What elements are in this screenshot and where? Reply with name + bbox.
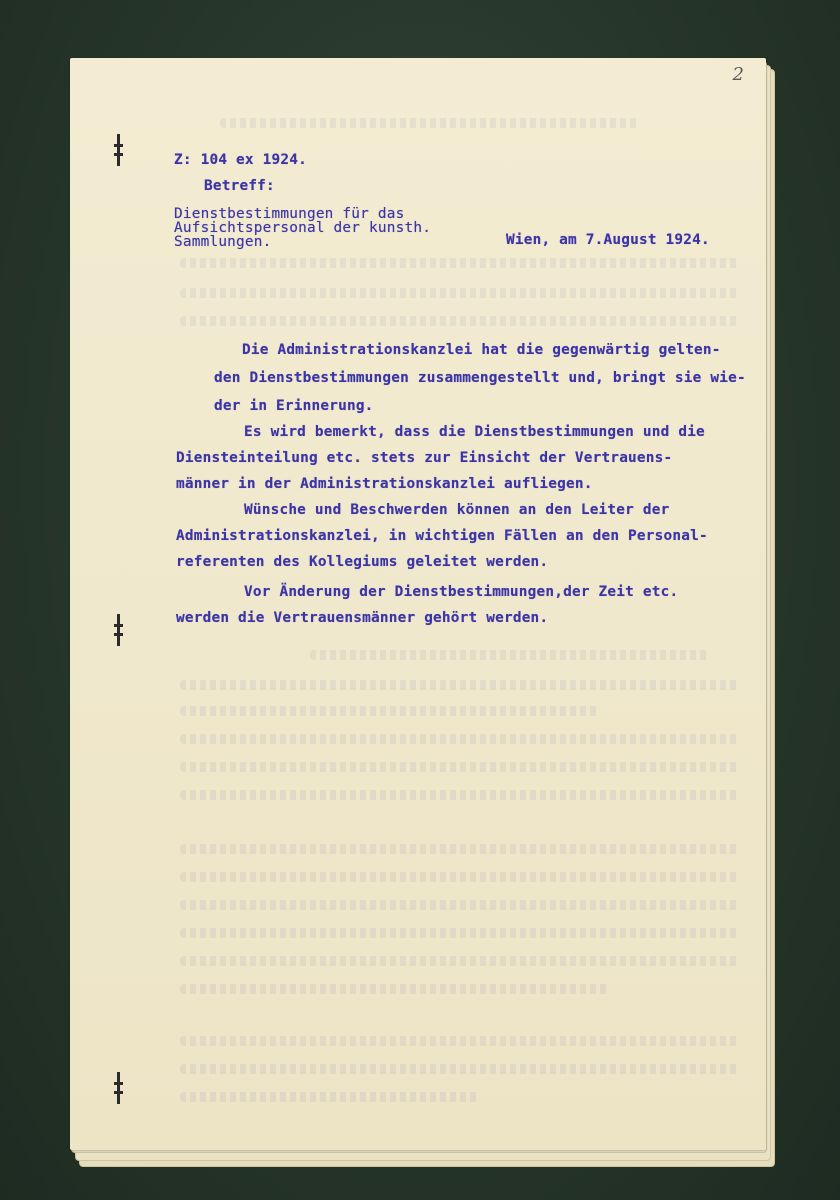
bleed-through-text [180,872,740,882]
subject-line: Sammlungen. [174,234,272,250]
subject-line: Aufsichtspersonal der kunsth. [174,220,432,236]
subject-label: Betreff: [204,178,275,194]
body-line: Es wird bemerkt, dass die Dienstbestimmungen und die [244,424,705,440]
subject-line: Dienstbestimmungen für das [174,206,405,222]
body-line: Diensteinteilung etc. stets zur Einsicht der Vertrauens- [176,450,673,466]
body-line: Vor Änderung der Dienstbestimmungen,der Zeit etc. [244,584,679,600]
body-line: Die Administrationskanzlei hat die gegenwärtig gelten- [242,342,721,358]
punch-mark-top-icon [117,134,120,166]
bleed-through-text [180,706,600,716]
reference-number: Z: 104 ex 1924. [174,152,307,168]
bleed-through-text [180,790,740,800]
body-line: männer in der Administrationskanzlei aufliegen. [176,476,593,492]
bleed-through-text [180,316,740,326]
bleed-through-text [180,844,740,854]
bleed-through-text [180,680,740,690]
bleed-through-text [180,956,740,966]
bleed-through-text [180,1064,740,1074]
body-line: der in Erinnerung. [214,398,374,414]
bleed-through-text [220,118,640,128]
page-number: 2 [732,64,744,85]
bleed-through-text [180,1092,480,1102]
bleed-through-text [180,984,610,994]
punch-mark-middle-icon [117,614,120,646]
bleed-through-text [180,288,740,298]
body-line: Wünsche und Beschwerden können an den Leiter der [244,502,670,518]
place-and-date: Wien, am 7.August 1924. [506,232,710,248]
bleed-through-text [180,900,740,910]
bleed-through-text [180,762,740,772]
punch-mark-bottom-icon [117,1072,120,1104]
document-page [70,58,766,1150]
bleed-through-text [180,1036,740,1046]
body-line: den Dienstbestimmungen zusammengestellt und, bringt sie wie- [214,370,746,386]
body-line: referenten des Kollegiums geleitet werden. [176,554,549,570]
bleed-through-text [310,650,710,660]
bleed-through-text [180,734,740,744]
bleed-through-text [180,258,740,268]
bleed-through-text [180,928,740,938]
body-line: Administrationskanzlei, in wichtigen Fällen an den Personal- [176,528,708,544]
body-line: werden die Vertrauensmänner gehört werden. [176,610,549,626]
